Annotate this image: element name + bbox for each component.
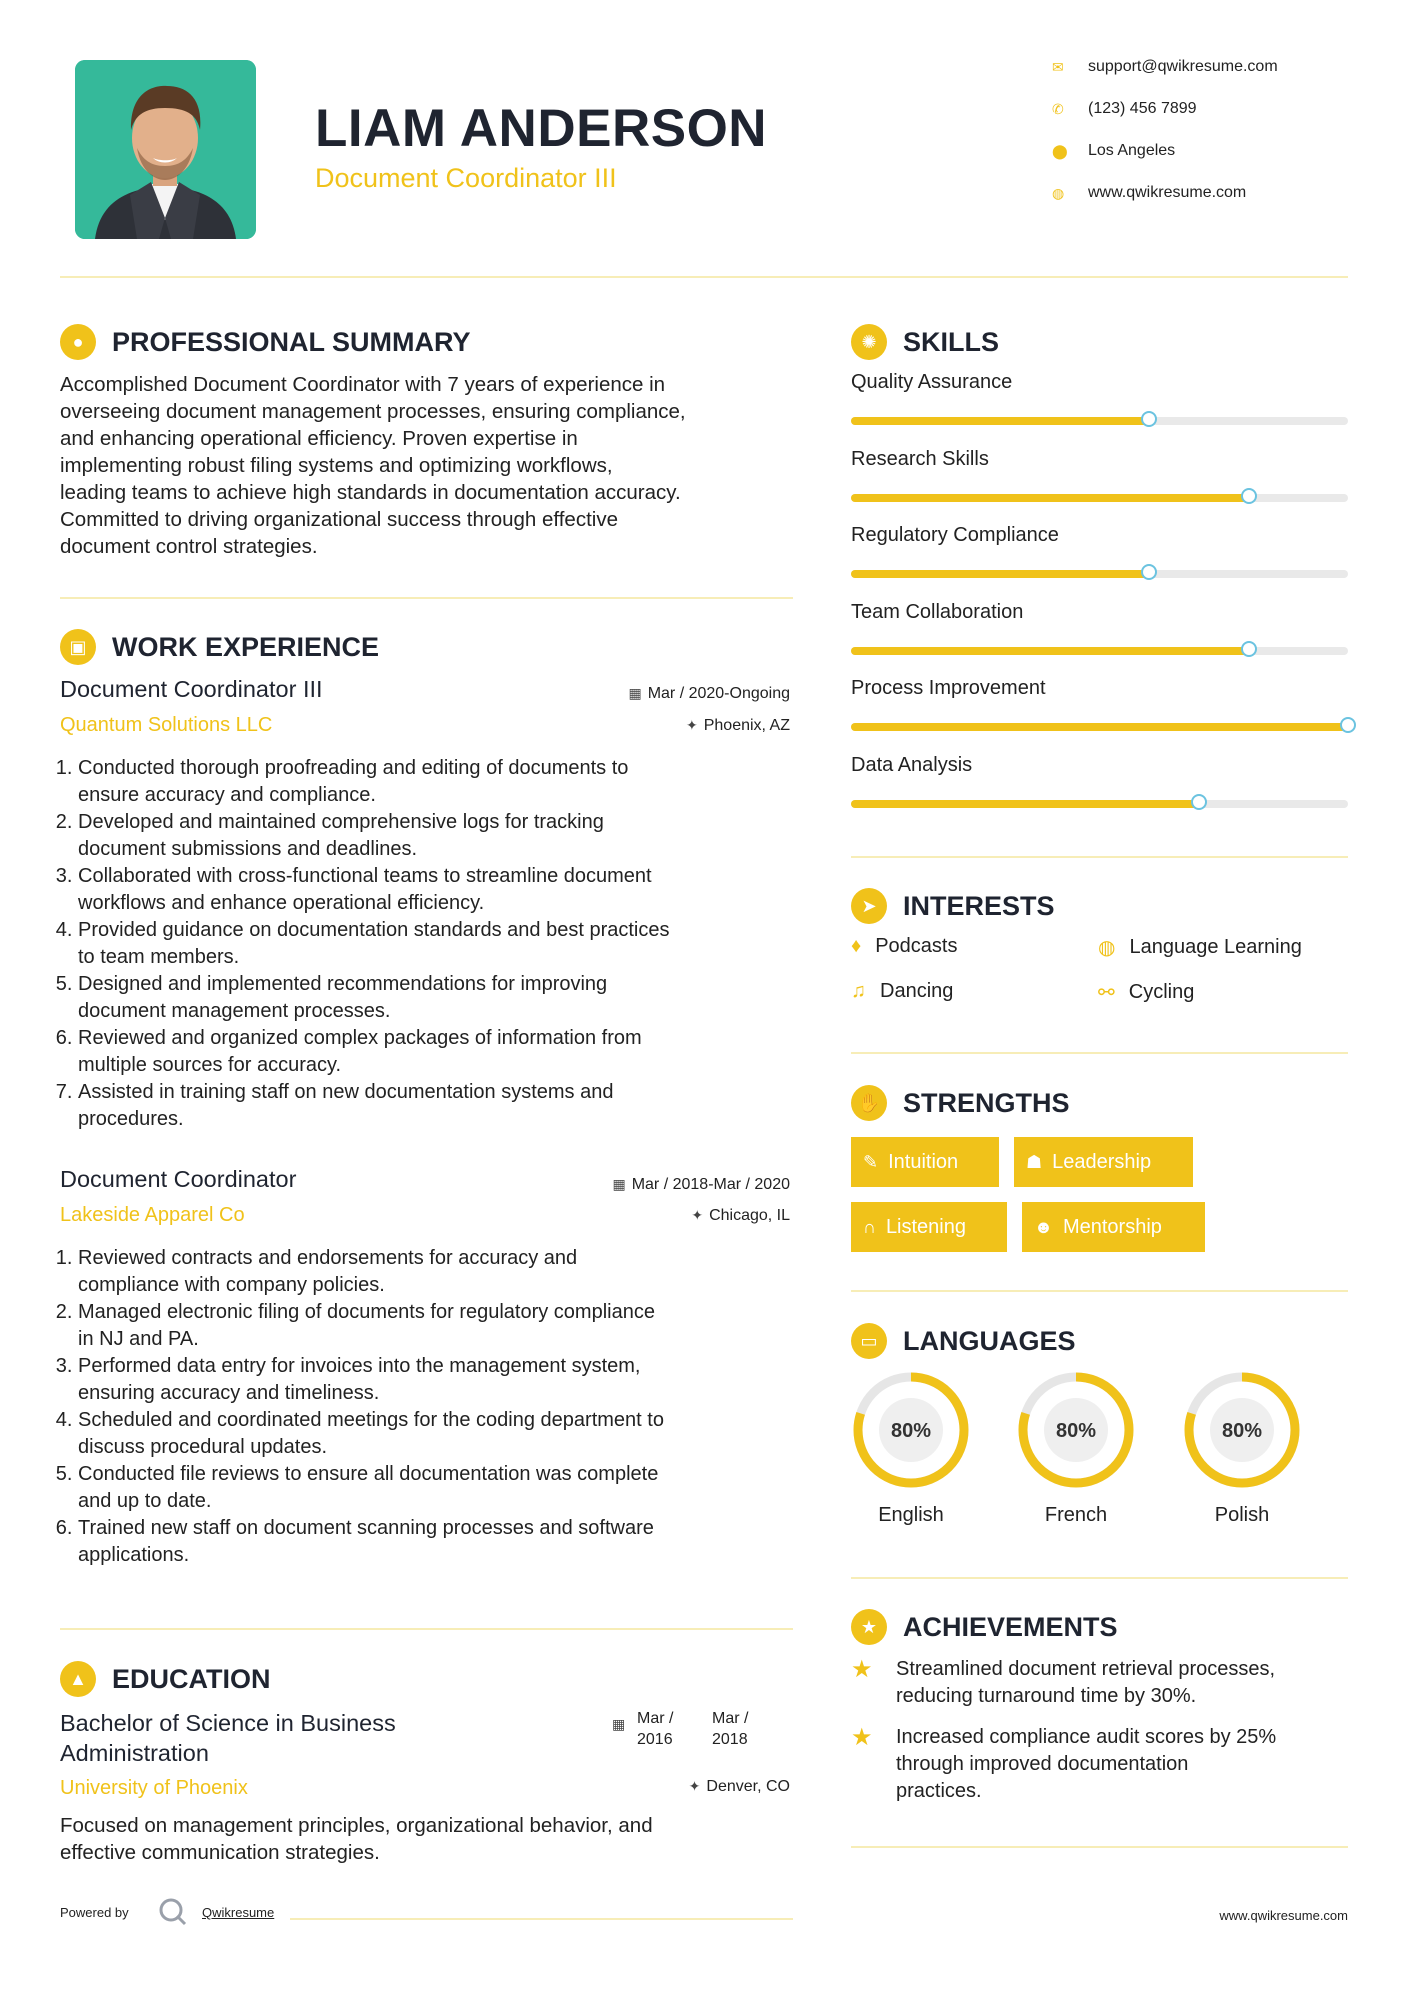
skill-bar-fill: [851, 494, 1249, 502]
magic-wand-icon: ✎: [863, 1151, 879, 1172]
job-title: Document Coordinator: [60, 1166, 297, 1192]
skill-label: Team Collaboration: [851, 600, 1024, 623]
skill-slider-handle[interactable]: [1241, 641, 1257, 657]
interest-item: ♫ Dancing: [851, 980, 954, 1002]
job-duties: [58, 1245, 818, 1569]
skill-slider-handle[interactable]: [1141, 564, 1157, 580]
pushpin-icon: ✦: [691, 1207, 704, 1223]
skill-item: [851, 371, 1348, 448]
footer-divider: [290, 1918, 793, 1920]
language-percent: 80%: [890, 1420, 932, 1442]
summary-text: [60, 371, 800, 560]
language-ring: [1182, 1370, 1302, 1490]
skills-list: [851, 371, 1348, 830]
education-location: [689, 1778, 790, 1796]
work-heading-text: WORK EXPERIENCE: [112, 631, 380, 662]
header-divider: [60, 276, 1348, 278]
job-title: Document Coordinator III: [60, 676, 323, 702]
language-name: Polish: [1214, 1504, 1270, 1526]
job-location-text: Phoenix, AZ: [703, 717, 790, 734]
skill-bar-fill: [851, 570, 1149, 578]
languages-divider: [851, 1577, 1348, 1579]
language-icon: ▭: [851, 1323, 887, 1359]
summary-heading-text: PROFESSIONAL SUMMARY: [112, 326, 471, 357]
skill-item: [851, 754, 1348, 831]
duty-item: 1. Reviewed contracts and endorsements for accuracy and compliance with company policies.: [78, 1245, 818, 1299]
skill-bar-fill: [851, 723, 1348, 731]
interest-item: ⚯ Cycling: [1098, 981, 1195, 1004]
skill-bar-fill: [851, 647, 1249, 655]
powered-by-label: Powered by: [60, 1905, 129, 1920]
summary-line: Committed to driving organizational success through effective: [60, 508, 618, 531]
work-divider: [60, 1628, 793, 1630]
skill-slider-handle[interactable]: [1141, 411, 1157, 427]
summary-line: Accomplished Document Coordinator with 7 years of experience in: [60, 373, 666, 396]
star-badge-icon: ★: [851, 1609, 887, 1645]
duty-item: 5. Conducted file reviews to ensure all documentation was complete and up to date.: [78, 1461, 818, 1515]
skill-bar: [851, 723, 1348, 731]
candidate-name: LIAM ANDERSON: [315, 99, 768, 158]
users-icon: ☗: [1026, 1151, 1043, 1172]
summary-line: leading teams to achieve high standards in documentation accuracy.: [60, 481, 681, 504]
lightbulb-icon: ✺: [851, 324, 887, 360]
calendar-icon: ▦: [612, 1716, 626, 1732]
skill-item: [851, 677, 1348, 754]
strengths-heading: [851, 1085, 1070, 1121]
headphones-icon: ∩: [863, 1216, 876, 1237]
strength-tag: ∩ Listening: [851, 1202, 1007, 1252]
duty-item: 1. Conducted thorough proofreading and editing of documents to ensure accuracy and compliance.: [78, 755, 818, 809]
graduate-icon: ▲: [60, 1661, 96, 1697]
education-heading: [60, 1661, 271, 1697]
languages-heading: [851, 1323, 1076, 1359]
interest-item: ◍ Language Learning: [1098, 936, 1302, 959]
language-ring: [851, 1370, 971, 1490]
language-ring: [1016, 1370, 1136, 1490]
education-heading-text: EDUCATION: [112, 1663, 271, 1694]
summary-divider: [60, 597, 793, 599]
duty-item: 6. Trained new staff on document scanning processes and software applications.: [78, 1515, 818, 1569]
achievements-divider: [851, 1846, 1348, 1848]
contact-phone[interactable]: [1052, 100, 1352, 118]
skill-label: Data Analysis: [851, 753, 973, 776]
skill-label: Process Improvement: [851, 677, 1046, 699]
language-english: [851, 1370, 971, 1527]
interests-heading: [851, 888, 1055, 924]
calendar-icon: ▦: [612, 1176, 626, 1192]
skill-bar-fill: [851, 417, 1149, 425]
skill-bar: [851, 647, 1348, 655]
strength-tag: ✎ Intuition: [851, 1137, 999, 1187]
skill-bar: [851, 417, 1348, 425]
duty-item: 2. Managed electronic filing of documents for regulatory compliance in NJ and PA.: [78, 1299, 818, 1353]
duty-item: 3. Collaborated with cross-functional teams to streamline document workflows and enhance operational efficiency.: [78, 863, 818, 917]
language-polish: [1182, 1370, 1302, 1527]
job-company: Lakeside Apparel Co: [60, 1204, 245, 1226]
summary-line: and enhancing operational efficiency. Proven expertise in: [60, 427, 578, 450]
duty-item: 3. Performed data entry for invoices into the management system, ensuring accuracy and timeliness.: [78, 1353, 818, 1407]
globe-icon: ◍: [1098, 937, 1116, 959]
duty-item: 7. Assisted in training staff on new documentation systems and procedures.: [78, 1079, 818, 1133]
contact-website-text: www.qwikresume.com: [1088, 184, 1247, 201]
summary-line: implementing robust filing systems and optimizing workflows,: [60, 454, 613, 477]
duty-item: 4. Scheduled and coordinated meetings for the coding department to discuss procedural updates.: [78, 1407, 818, 1461]
languages-heading-text: LANGUAGES: [903, 1325, 1076, 1356]
microphone-icon: ♦: [851, 935, 862, 957]
contact-location: [1052, 142, 1352, 160]
education-start-date: Mar / 2016: [637, 1710, 674, 1748]
language-name: English: [878, 1504, 944, 1526]
user-icon: ●: [60, 324, 96, 360]
achievement-item: ★ Increased compliance audit scores by 25% through improved documentation practices.: [851, 1724, 1348, 1805]
phone-icon: ✆: [1052, 100, 1064, 117]
skill-label: Regulatory Compliance: [851, 524, 1059, 546]
user-plus-icon: ☻: [1034, 1216, 1053, 1237]
skill-label: Quality Assurance: [851, 371, 1013, 393]
skill-bar: [851, 570, 1348, 578]
job-dates-text: Mar / 2020-Ongoing: [647, 685, 790, 702]
music-note-icon: ♫: [851, 980, 866, 1002]
calendar-icon: ▦: [628, 685, 642, 701]
job-company: Quantum Solutions LLC: [60, 714, 273, 736]
shooting-star-icon: ★: [851, 1656, 873, 1683]
shooting-star-icon: ★: [851, 1724, 873, 1751]
summary-line: document control strategies.: [60, 535, 318, 558]
contact-email-text: support@qwikresume.com: [1088, 58, 1278, 75]
degree-title: Bachelor of Science in Business Administration: [60, 1710, 396, 1766]
bicycle-icon: ⚯: [1098, 982, 1115, 1004]
achievements-heading: [851, 1609, 1118, 1645]
qwikresume-link[interactable]: Qwikresume: [202, 1905, 275, 1920]
duty-item: 2. Developed and maintained comprehensive logs for tracking document submissions and deadlines.: [78, 809, 818, 863]
job-dates: [628, 685, 790, 703]
skill-item: [851, 448, 1348, 525]
achievement-item: ★ Streamlined document retrieval processes, reducing turnaround time by 30%.: [851, 1656, 1348, 1710]
footer-website[interactable]: www.qwikresume.com: [1219, 1908, 1348, 1923]
job-duties: [58, 755, 818, 1133]
location-pin-icon: ⬤: [1052, 142, 1068, 159]
briefcase-icon: ▣: [60, 629, 96, 665]
job-dates-text: Mar / 2018-Mar / 2020: [631, 1176, 790, 1193]
job-dates: [612, 1176, 790, 1194]
contact-phone-text: (123) 456 7899: [1088, 100, 1197, 117]
skill-bar: [851, 800, 1348, 808]
skill-bar: [851, 494, 1348, 502]
duty-item: 6. Reviewed and organized complex packages of information from multiple sources for accuracy.: [78, 1025, 818, 1079]
education-description: Focused on management principles, organizational behavior, and effective communication strategies.: [60, 1814, 653, 1864]
skills-divider: [851, 856, 1348, 858]
language-name: French: [1044, 1504, 1108, 1526]
globe-icon: ◍: [1052, 184, 1065, 201]
skill-slider-handle[interactable]: [1340, 717, 1356, 733]
job-location: [691, 1207, 790, 1225]
skill-bar-fill: [851, 800, 1199, 808]
profile-photo: [75, 60, 256, 239]
skill-label: Research Skills: [851, 447, 989, 470]
job-location: [686, 717, 790, 735]
interests-heading-text: INTERESTS: [903, 890, 1055, 921]
skill-slider-handle[interactable]: [1241, 488, 1257, 504]
education-location-text: Denver, CO: [706, 1778, 790, 1795]
job-location-text: Chicago, IL: [709, 1207, 790, 1224]
pushpin-icon: ✦: [685, 717, 698, 733]
interests-divider: [851, 1052, 1348, 1054]
contact-location-text: Los Angeles: [1088, 142, 1176, 159]
qwikresume-logo-icon: [157, 1896, 189, 1928]
summary-line: overseeing document management processes, ensuring compliance,: [60, 400, 686, 423]
pushpin-icon: ✦: [688, 1778, 701, 1794]
strengths-divider: [851, 1290, 1348, 1292]
achievements-heading-text: ACHIEVEMENTS: [903, 1611, 1118, 1642]
work-heading: [60, 629, 379, 665]
strength-tag: ☗ Leadership: [1014, 1137, 1193, 1187]
language-percent: 80%: [1055, 1420, 1097, 1442]
language-percent: 80%: [1221, 1420, 1263, 1442]
hand-icon: ✋: [851, 1085, 887, 1121]
contact-website[interactable]: [1052, 184, 1352, 202]
language-french: [1016, 1370, 1136, 1527]
education-end-date: Mar / 2018: [712, 1710, 749, 1748]
strengths-heading-text: STRENGTHS: [903, 1087, 1070, 1118]
envelope-icon: ✉: [1052, 58, 1064, 75]
skill-item: [851, 524, 1348, 601]
skill-item: [851, 601, 1348, 678]
duty-item: 4. Provided guidance on documentation standards and best practices to team members.: [78, 917, 818, 971]
contact-email[interactable]: [1052, 58, 1352, 76]
skills-heading: [851, 324, 999, 360]
school-name: University of Phoenix: [60, 1777, 248, 1799]
interest-item: ♦ Podcasts: [851, 935, 958, 957]
strength-tag: ☻ Mentorship: [1022, 1202, 1205, 1252]
skills-heading-text: SKILLS: [903, 326, 1000, 357]
skill-slider-handle[interactable]: [1191, 794, 1207, 810]
candidate-title: Document Coordinator III: [315, 163, 617, 193]
paper-plane-icon: ➤: [851, 888, 887, 924]
duty-item: 5. Designed and implemented recommendations for improving document management processes.: [78, 971, 818, 1025]
summary-heading: [60, 324, 471, 360]
